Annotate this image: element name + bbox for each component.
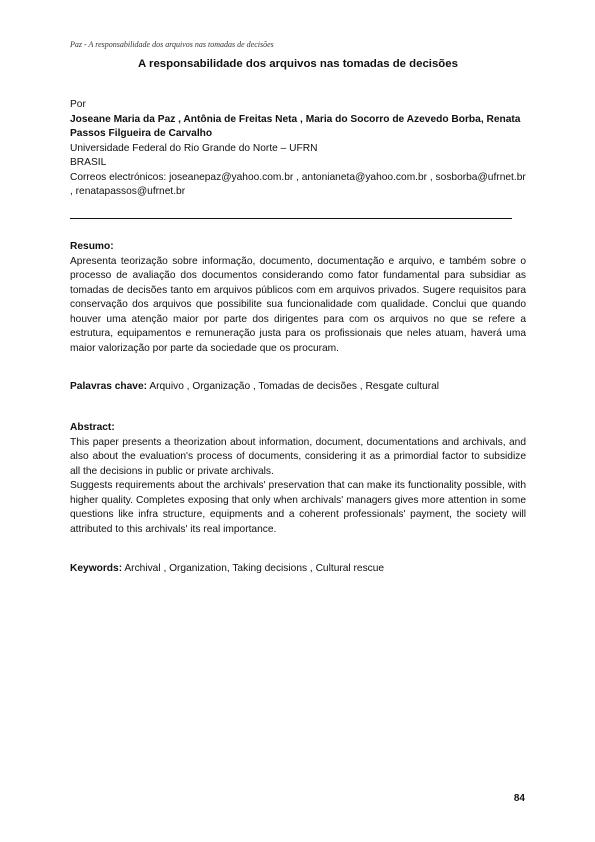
keywords-label: Keywords: [70, 563, 123, 574]
resumo-text: Apresenta teorização sobre informação, documento, documentação e arquivo, e também sobre o processo de avaliação dos documentos considerando como fator fundamental para subsidiar as tomadas de decisões tanto em arquivos públicos com em arquivos privados. Sugere requisitos para conservação dos arquivos que possibilite sua funcionalidade com qualidade. Conclui que quando houver uma atenção maior por parte dos dirigentes para com os arquivos no que se refere a estrutura, equipamentos e remuneração justa para os profissionais que neles atuam, haverá uma maior valorização por parte da sociedade que os procuram. [70, 255, 526, 354]
running-header: Paz - A responsabilidade dos arquivos nas tomadas de decisões [70, 40, 274, 49]
palavras-chave-section [70, 380, 526, 395]
section-divider [70, 218, 512, 219]
byline-block [70, 98, 526, 200]
resumo-section [70, 240, 526, 356]
abstract-section [70, 421, 526, 537]
author-emails: Correos electrónicos: joseanepaz@yahoo.com.br , antonianeta@yahoo.com.br , sosborba@ufrnet.br , renatapassos@ufrnet.br [70, 171, 526, 197]
abstract-heading: Abstract: [70, 422, 115, 433]
palavras-chave-text: Arquivo , Organização , Tomadas de decisões , Resgate cultural [149, 381, 440, 392]
author-list: Joseane Maria da Paz , Antônia de Freitas Neta , Maria do Socorro de Azevedo Borba, Renata Passos Filgueira de Carvalho [70, 113, 521, 139]
abstract-paragraph-1: This paper presents a theorization about information, document, documentations and archivals, and also about the evaluation's process of documents, considering it as a primordial factor to subsidize all the decisions in public or private archivals. [70, 436, 526, 477]
affiliation: Universidade Federal do Rio Grande do Norte – UFRN [70, 142, 318, 154]
abstract-paragraph-2: Suggests requirements about the archivals' preservation that can make its functionality possible, with higher quality. Completes exposing that only when archivals' managers gives more attention in some questions like infra structure, equipments and a coherent professionals' payment, the society will attributed to this archivals' its real importance. [70, 480, 526, 535]
paper-title: A responsabilidade dos arquivos nas tomadas de decisões [138, 58, 458, 70]
palavras-chave-label: Palavras chave: [70, 381, 148, 392]
keywords-section [70, 562, 526, 577]
keywords-text: Archival , Organization, Taking decisions , Cultural rescue [124, 563, 385, 574]
page-number: 84 [513, 793, 525, 804]
resumo-heading: Resumo: [70, 241, 114, 252]
byline-por: Por [70, 99, 86, 110]
country: BRASIL [70, 157, 107, 168]
